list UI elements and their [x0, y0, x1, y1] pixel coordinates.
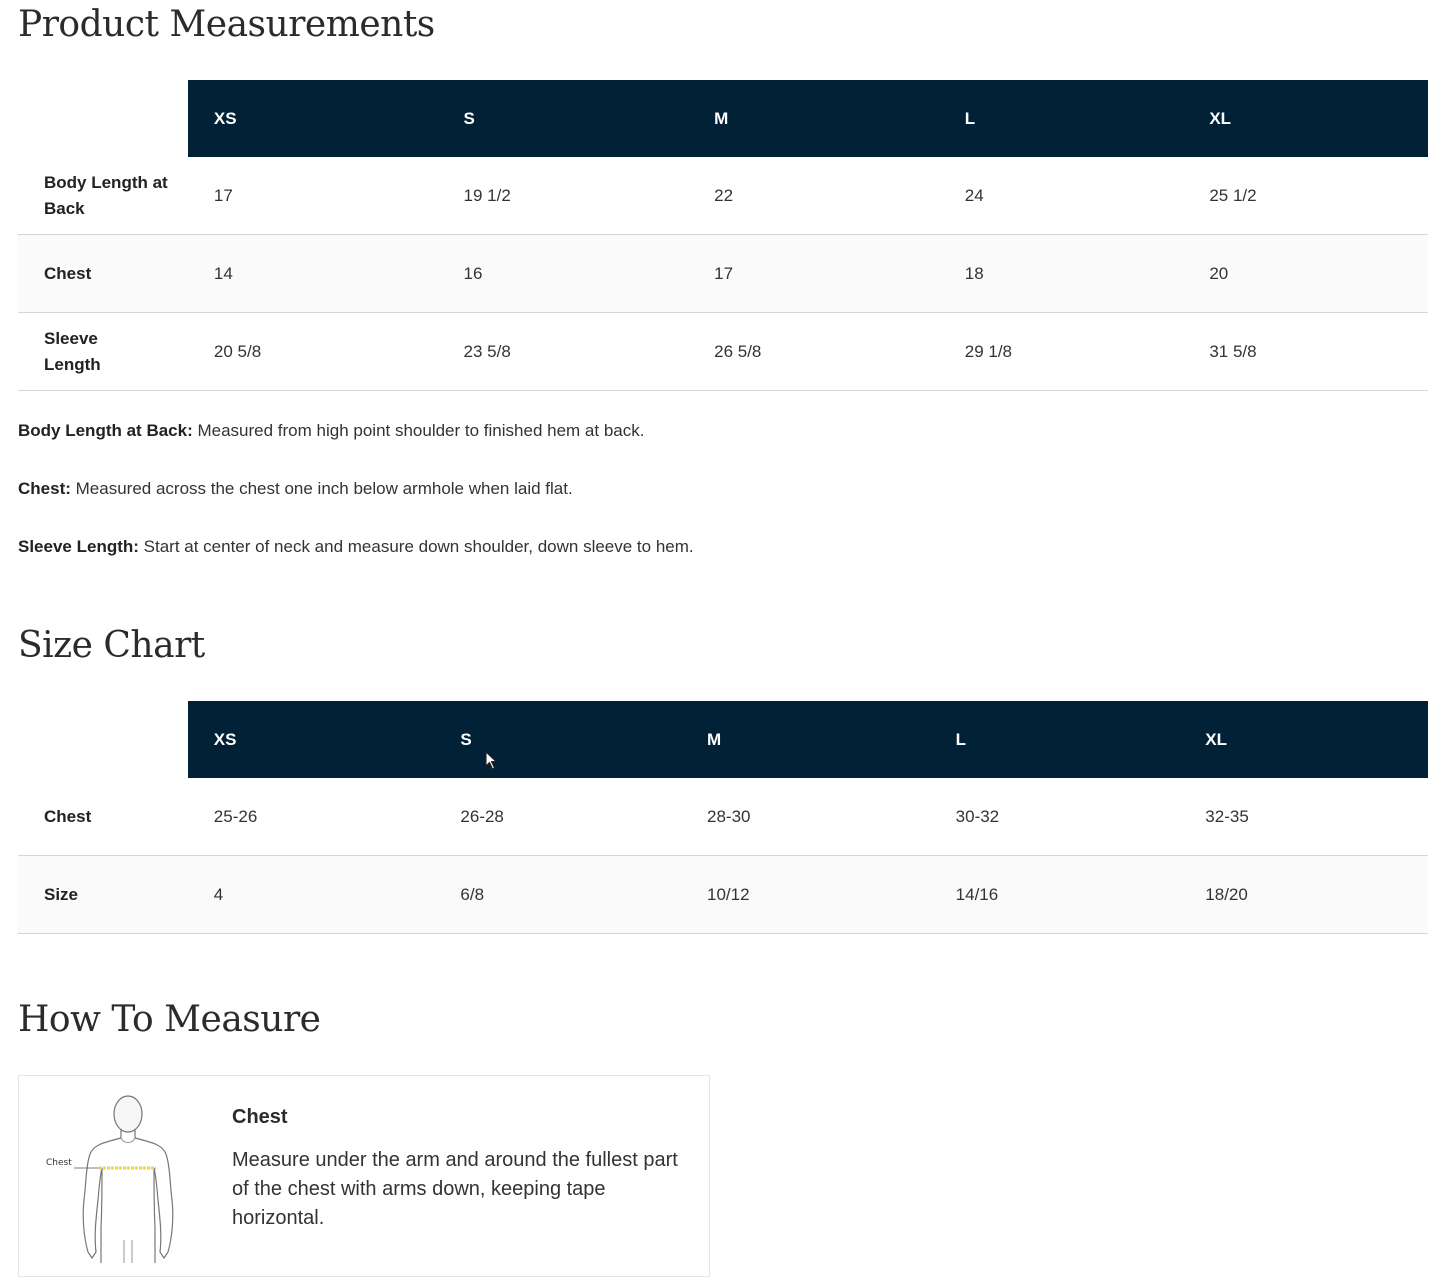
- definition-term: Sleeve Length:: [18, 537, 139, 556]
- table-row: [18, 856, 1428, 934]
- definition-chest: [18, 479, 694, 499]
- measure-card-description: Measure under the arm and around the fullest part of the chest with arms down, keeping tape horizontal.: [232, 1149, 678, 1229]
- size-header-xl: XL: [1179, 701, 1428, 778]
- table-cell: 23 5/8: [463, 341, 511, 361]
- table-cell: 17: [213, 185, 233, 205]
- figure-collar: [121, 1138, 135, 1143]
- table-cell: 6/8: [460, 884, 485, 904]
- table-cell: 16: [463, 263, 483, 283]
- table-cell: 31 5/8: [1209, 341, 1257, 361]
- table-cell: 32-35: [1205, 806, 1249, 826]
- size-header-l: L: [939, 80, 1184, 157]
- size-header-s: S: [434, 701, 681, 778]
- measurement-definitions: [18, 421, 694, 595]
- table-cell: 26 5/8: [714, 341, 762, 361]
- definition-term: Body Length at Back:: [18, 421, 193, 440]
- row-label-chest: Chest: [44, 263, 92, 283]
- definition-text: Start at center of neck and measure down shoulder, down sleeve to hem.: [138, 537, 694, 556]
- definition-term: Chest:: [18, 479, 71, 498]
- table-cell: 20: [1209, 263, 1229, 283]
- table-cell: 10/12: [707, 884, 750, 904]
- table-cell: 25-26: [213, 806, 258, 826]
- table-cell: 14/16: [955, 884, 999, 904]
- table-cell: 25 1/2: [1209, 185, 1257, 205]
- size-header-xs: XS: [188, 701, 435, 778]
- table-row: [18, 778, 1428, 856]
- figure-chest-label: Chest: [46, 1158, 72, 1168]
- table-cell: 26-28: [460, 806, 504, 826]
- size-header-l: L: [930, 701, 1180, 778]
- table-cell: 19 1/2: [463, 185, 511, 205]
- table-corner-cell: [18, 80, 188, 157]
- table-cell: 18: [964, 263, 984, 283]
- table-header-row: [18, 701, 1428, 778]
- table-cell: 20 5/8: [213, 341, 262, 361]
- table-cell: 14: [213, 263, 233, 283]
- size-header-xl: XL: [1183, 80, 1428, 157]
- table-row: [18, 313, 1428, 391]
- row-label-sleeve-length: Sleeve Length: [44, 328, 101, 374]
- figure-head: [114, 1096, 142, 1132]
- size-header-m: M: [681, 701, 930, 778]
- table-cell: 28-30: [707, 806, 751, 826]
- figure-body: [83, 1138, 173, 1263]
- table-cell: 30-32: [955, 806, 1000, 826]
- table-corner-cell: [18, 701, 188, 778]
- measure-card-chest: [18, 1075, 710, 1277]
- measure-card-title: Chest: [232, 1106, 288, 1128]
- row-label-size: Size: [44, 884, 79, 904]
- table-cell: 29 1/8: [964, 341, 1012, 361]
- size-header-xs: XS: [188, 80, 438, 157]
- table-row: [18, 157, 1428, 235]
- how-to-measure-title: How To Measure: [18, 999, 321, 1040]
- product-measurements-table: [18, 80, 1428, 391]
- figure-legs: [124, 1240, 132, 1263]
- row-label-body-length: Body Length at Back: [44, 172, 168, 218]
- row-label-chest: Chest: [44, 806, 92, 826]
- table-cell: 24: [964, 185, 984, 205]
- table-row: [18, 235, 1428, 313]
- mouse-cursor-icon: [485, 751, 499, 771]
- definition-text: Measured from high point shoulder to finished hem at back.: [192, 421, 645, 440]
- table-cell: 4: [213, 884, 224, 904]
- chest-measurement-figure: [44, 1088, 204, 1263]
- size-chart-table: [18, 701, 1428, 934]
- size-header-s: S: [438, 80, 689, 157]
- definition-body-length: [18, 421, 694, 441]
- table-header-row: [18, 80, 1428, 157]
- table-cell: 22: [714, 185, 734, 205]
- size-chart-title: Size Chart: [18, 625, 205, 666]
- definition-sleeve-length: [18, 537, 694, 557]
- table-cell: 17: [714, 263, 734, 283]
- product-measurements-title: Product Measurements: [18, 4, 435, 45]
- definition-text: Measured across the chest one inch below armhole when laid flat.: [70, 479, 573, 498]
- size-header-m: M: [688, 80, 939, 157]
- table-cell: 18/20: [1205, 884, 1248, 904]
